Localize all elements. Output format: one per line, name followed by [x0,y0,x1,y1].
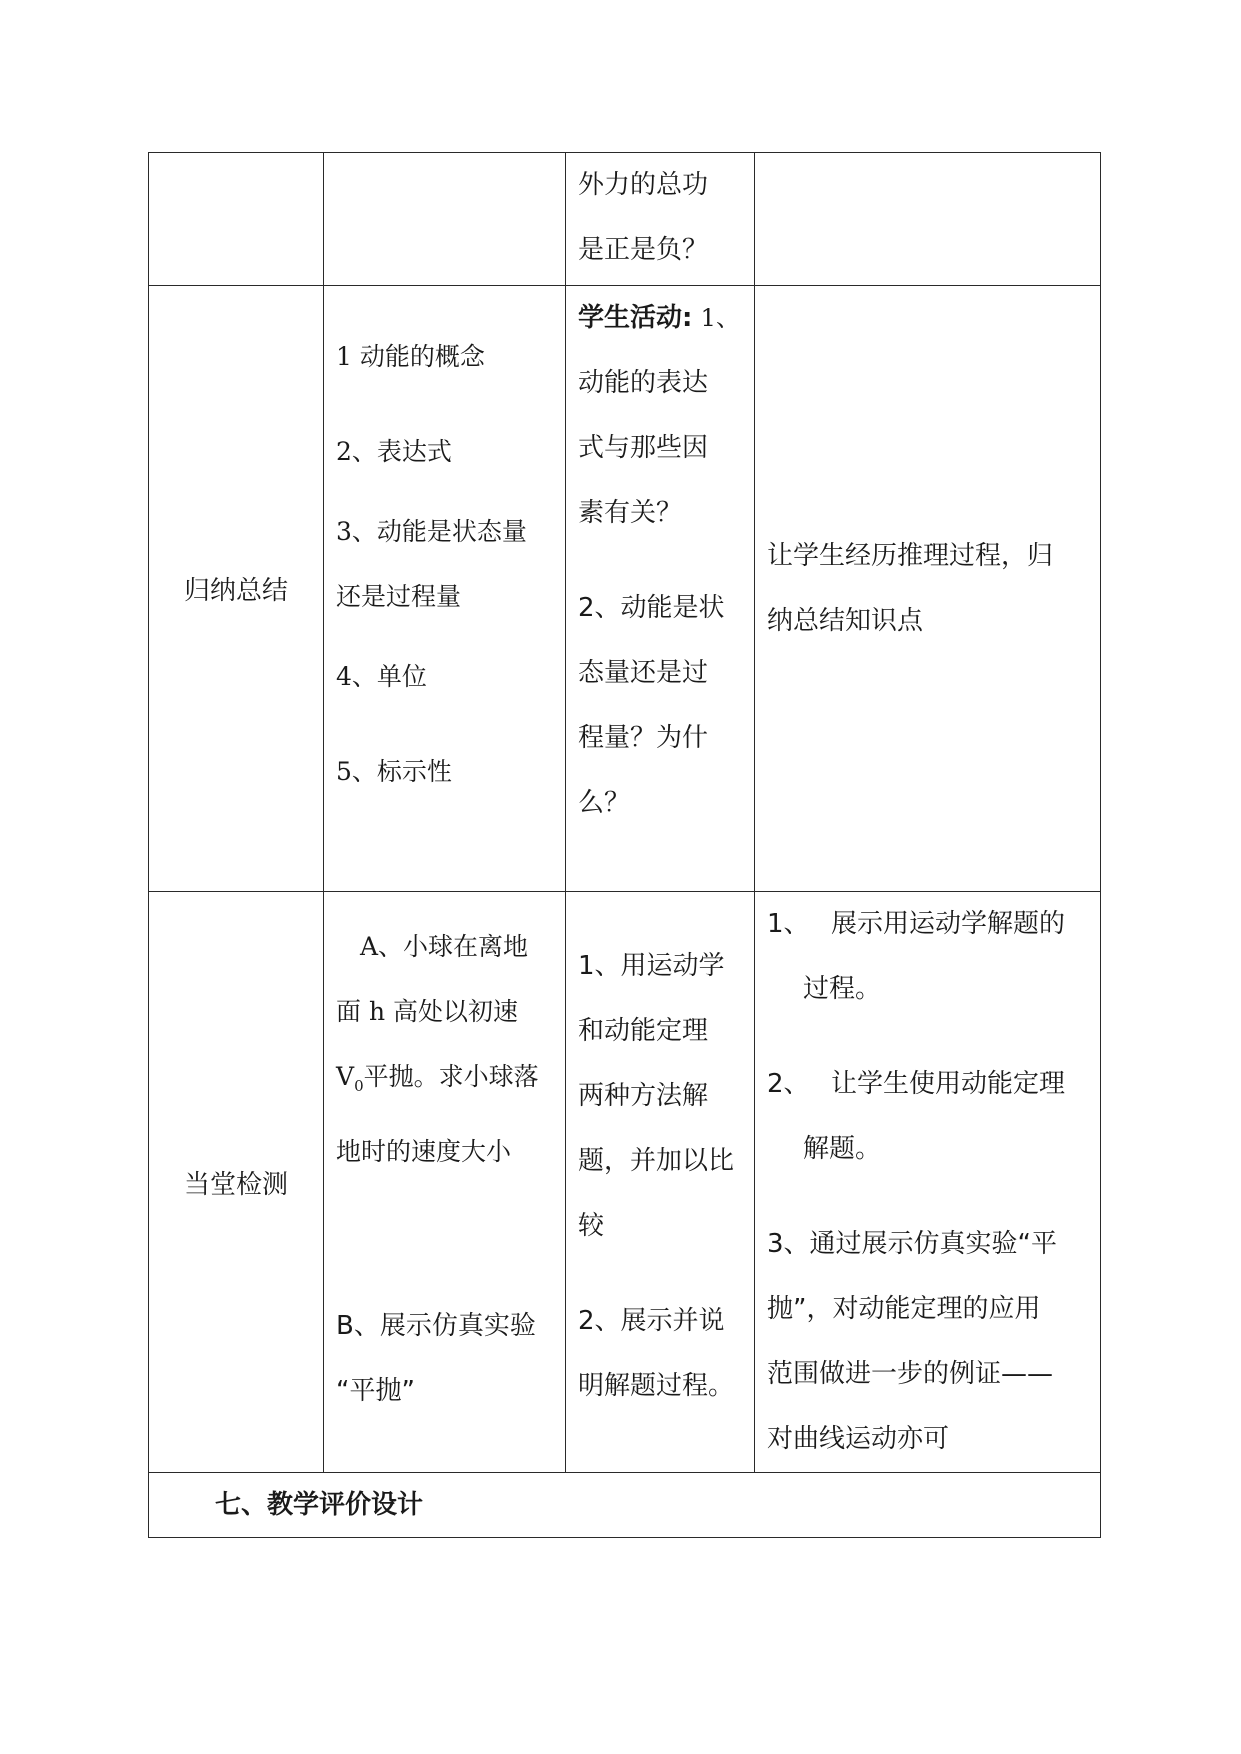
text-line: 范围做进一步的例证—— [767,1359,1054,1389]
text-fragment: 让学生使用动能定理 [831,1069,1066,1099]
text-fragment: 展示用运动学解题的 [831,909,1066,939]
text-line [578,286,746,351]
intent-cell [755,153,1101,286]
content-cell [324,286,566,892]
text-fragment: 平抛。求小球落 [363,1062,539,1091]
text-fragment: V [336,1062,355,1091]
text-line: 和动能定理 [578,1016,709,1046]
text-line: 素有关？ [578,498,683,528]
text-line: B、展示仿真实验 [336,1311,536,1341]
text-line: 是正是负？ [578,235,709,265]
stage-cell [149,286,324,892]
subscript: 0 [354,1077,364,1095]
text-line: 2、展示并说 [578,1306,725,1336]
content-cell [324,892,566,1473]
stage-cell [149,153,324,286]
section-heading-cell [149,1473,1101,1538]
list-number: 2、 [767,1069,810,1099]
text-line: 解题。 [803,1134,882,1164]
stage-label: 当堂检测 [183,1169,288,1200]
text-line: 还是过程量 [336,582,462,611]
text-line: 让学生经历推理过程，归 [767,540,1054,571]
text-line: 过程。 [803,974,882,1004]
text-line: 题，并加以比 [578,1146,735,1176]
section-title: 七、教学评价设计 [215,1490,424,1520]
list-number: 1、 [767,909,810,939]
table-row [149,153,1101,286]
activity-cell [566,892,755,1473]
text-line: 2、表达式 [336,437,452,466]
text-line: 外力的总功 [578,170,709,200]
lesson-plan-table [148,152,1101,1538]
text-line: 5、标示性 [336,757,452,786]
stage-label: 归纳总结 [183,576,288,606]
intent-cell [755,892,1101,1473]
text-line: 1、用运动学 [578,951,725,981]
text-line: 2、动能是状 [578,593,725,623]
text-line: 抛”，对动能定理的应用 [767,1294,1041,1324]
text-line: 么？ [578,788,631,818]
text-line: 动能的表达 [578,368,709,398]
text-line [336,1044,555,1119]
activity-cell [566,286,755,892]
activity-cell [566,153,755,286]
table-row [149,892,1101,1473]
text-line: A、小球在离地 [360,932,529,961]
text-line: 地时的速度大小 [336,1137,512,1166]
text-line: 态量还是过 [578,658,709,688]
text-line: 对曲线运动亦可 [767,1424,950,1454]
text-line: 程量？为什 [578,723,709,753]
text-line: 面 h 高处以初速 [336,997,518,1026]
text-line: 3、通过展示仿真实验“平 [767,1229,1058,1259]
text-line [767,1052,1094,1117]
stage-cell [149,892,324,1473]
intent-cell [755,286,1101,892]
text-line: 1 动能的概念 [336,342,485,371]
activity-heading: 学生活动: [578,303,693,333]
text-line [767,892,1094,957]
text-line: 3、动能是状态量 [336,517,527,546]
text-line: 明解题过程。 [578,1371,735,1401]
table-row [149,1473,1101,1538]
content-cell [324,153,566,286]
text-line: 两种方法解 [578,1081,709,1111]
table-row [149,286,1101,892]
text-line: “平抛” [336,1376,415,1406]
text-line: 纳总结知识点 [767,605,924,636]
text-line: 较 [578,1211,605,1241]
text-line: 4、单位 [336,662,427,691]
text-fragment: 1、 [700,304,740,332]
text-line: 式与那些因 [578,433,709,463]
